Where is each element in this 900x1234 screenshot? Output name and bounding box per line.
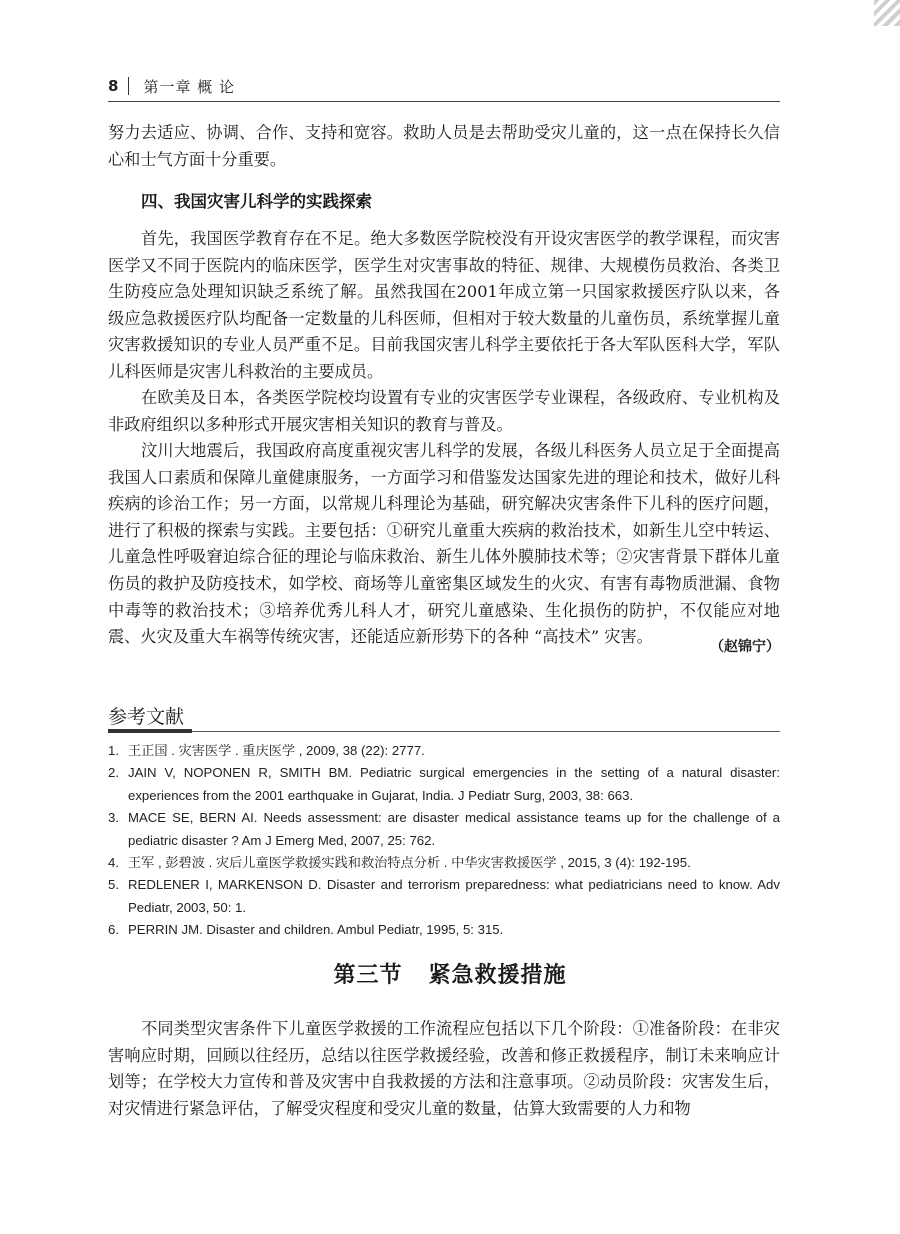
references-heading: 参考文献 xyxy=(108,706,185,728)
page-number: 8 xyxy=(108,77,119,95)
reference-number: 6. xyxy=(108,922,119,938)
reference-number: 2. xyxy=(108,765,119,781)
reference-item xyxy=(108,919,780,941)
paragraph-workflow: 不同类型灾害条件下儿童医学救援的工作流程应包括以下几个阶段：①准备阶段：在非灾害响应时期，回顾以往经历，总结以往医学救援经验，改善和修正救援程序，制订未来响应计划等；在学校大力宣传和普及灾害中自我救援的方法和注意事项。②动员阶段：灾害发生后，对灾情进行紧急评估，了解受灾程度和受灾儿童的数量，估算大致需要的人力和物 xyxy=(108,1019,780,1118)
reference-text: 王正国 . 灾害医学 . 重庆医学 , 2009, 38 (22): 2777. xyxy=(128,743,425,758)
section-name: 紧急救援措施 xyxy=(428,963,567,988)
header-rule xyxy=(108,101,780,102)
reference-text: 王军 , 彭碧波 . 灾后儿童医学救援实践和救治特点分析 . 中华灾害救援医学 , 2015, 3 (4): 192-195. xyxy=(128,855,691,871)
references-rule-accent xyxy=(108,729,192,733)
reference-item xyxy=(108,807,780,852)
reference-number: 1. xyxy=(108,743,119,758)
reference-text: JAIN V, NOPONEN R, SMITH BM. Pediatric surgical emergencies in the setting of a natural disaster: experiences from the 2001 earthquake in Gujarat, India. J Pediatr Surg, 2003, 38: 663. xyxy=(128,765,780,803)
intro-paragraph: 努力去适应、协调、合作、支持和宽容。救助人员是去帮助受灾儿童的，这一点在保持长久信心和士气方面十分重要。 xyxy=(108,123,780,169)
paragraph-wenchuan: 汶川大地震后，我国政府高度重视灾害儿科学的发展，各级儿科医务人员立足于全面提高我国人口素质和保障儿童健康服务，一方面学习和借鉴发达国家先进的理论和技术，做好儿科疾病的诊治工作；另一方面，以常规儿科理论为基础，研究解决灾害条件下儿科的医疗问题，进行了积极的探索与实践。主要包括：①研究儿童重大疾病的救治技术，如新生儿空中转运、儿童急性呼吸窘迫综合征的理论与临床救治、新生儿体外膜肺技术等；②灾害背景下群体儿童伤员的救护及防疫技术，如学校、商场等儿童密集区域发生的火灾、有害有毒物质泄漏、食物中毒等的救治技术；③培养优秀儿科人才，研究儿童感染、生化损伤的防护，不仅能应对地震、火灾及重大车祸等传统灾害，还能适应新形势下的各种 “高技术” 灾害。 xyxy=(108,441,780,647)
reference-number: 5. xyxy=(108,877,119,893)
section-title xyxy=(0,958,900,989)
reference-item xyxy=(108,762,780,807)
reference-list xyxy=(108,740,780,942)
section-number: 第三节 xyxy=(333,963,403,988)
reference-number: 4. xyxy=(108,855,119,871)
running-header xyxy=(108,74,780,98)
reference-item xyxy=(108,852,780,874)
reference-text: MACE SE, BERN AI. Needs assessment: are disaster medical assistance teams up for the challenge of a pediatric disaster ? Am J Emerg Med, 2007, 25: 762. xyxy=(128,810,780,848)
chapter-title: 第一章 概 论 xyxy=(143,77,235,96)
subsection-heading: 四、我国灾害儿科学的实践探索 xyxy=(141,192,372,211)
header-separator xyxy=(128,77,129,95)
author-credit: （赵锦宁） xyxy=(710,639,780,655)
reference-item xyxy=(108,740,780,762)
reference-item xyxy=(108,874,780,919)
references-rule xyxy=(108,731,780,732)
reference-number: 3. xyxy=(108,810,119,826)
reference-text: REDLENER I, MARKENSON D. Disaster and terrorism preparedness: what pediatricians need to know. Adv Pediatr, 2003, 50: 1. xyxy=(128,877,780,915)
paragraph-education: 首先，我国医学教育存在不足。绝大多数医学院校没有开设灾害医学的教学课程，而灾害医学又不同于医院内的临床医学，医学生对灾害事故的特征、规律、大规模伤员救治、各类卫生防疫应急处理知识缺乏系统了解。虽然我国在2001年成立第一只国家救援医疗队以来，各级应急救援医疗队均配备一定数量的儿科医师，但相对于较大数量的儿童伤员，系统掌握儿童灾害救援知识的专业人员严重不足。目前我国灾害儿科学主要依托于各大军队医科大学，军队儿科医师是灾害儿科救治的主要成员。 xyxy=(108,229,780,381)
corner-crop-mark xyxy=(874,0,900,26)
paragraph-international: 在欧美及日本，各类医学院校均设置有专业的灾害医学专业课程，各级政府、专业机构及非政府组织以多种形式开展灾害相关知识的教育与普及。 xyxy=(108,388,780,434)
reference-text: PERRIN JM. Disaster and children. Ambul Pediatr, 1995, 5: 315. xyxy=(128,922,504,938)
